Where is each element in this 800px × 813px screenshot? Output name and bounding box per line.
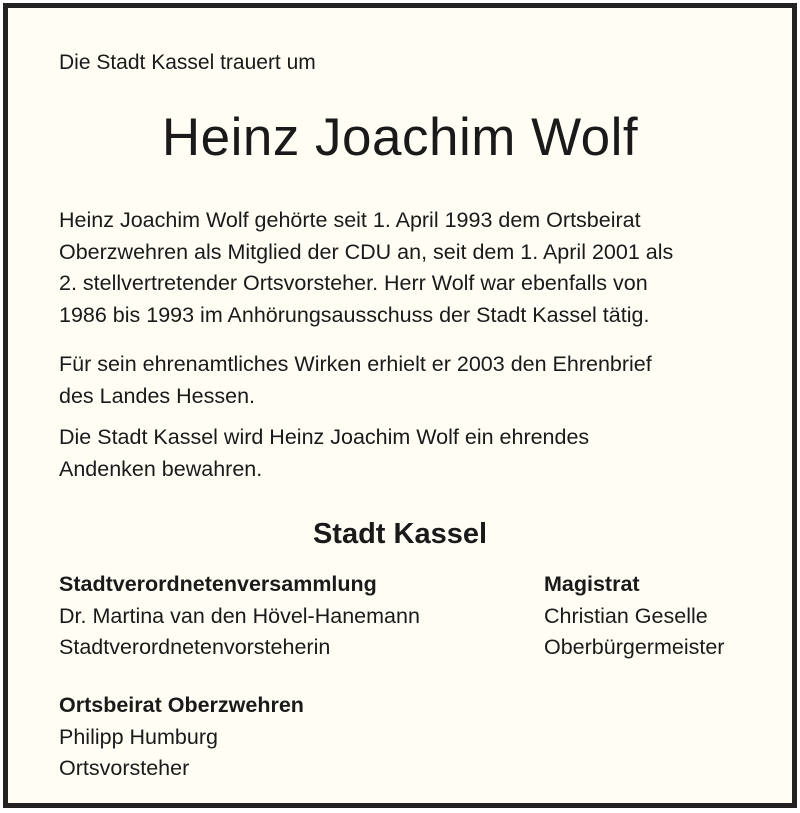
paragraph-line: Für sein ehrenamtliches Wirken erhielt er 2003 den Ehrenbrief	[59, 352, 652, 376]
intro-line: Die Stadt Kassel trauert um	[59, 51, 316, 74]
signature-person: Christian Geselle	[544, 603, 708, 628]
signer-title: Stadt Kassel	[312, 518, 488, 550]
paragraph-honor	[59, 349, 769, 412]
deceased-name: Heinz Joachim Wolf	[161, 108, 639, 167]
signature-heading: Ortsbeirat Oberzwehren	[59, 693, 304, 717]
paragraph-line: Heinz Joachim Wolf gehörte seit 1. April 1993 dem Ortsbeirat	[59, 208, 641, 232]
paragraph-line: Oberzwehren als Mitglied der CDU an, seit dem 1. April 2001 als	[59, 239, 674, 264]
paragraph-line: 1986 bis 1993 im Anhörungsausschuss der Stadt Kassel tätig.	[59, 302, 650, 327]
signature-role: Oberbürgermeister	[544, 635, 725, 659]
paragraph-membership	[59, 205, 769, 331]
signature-role: Ortsvorsteher	[59, 756, 190, 780]
paragraph-line: Die Stadt Kassel wird Heinz Joachim Wolf ein ehrendes	[59, 425, 590, 449]
signature-block-local-council	[59, 690, 304, 785]
signature-role: Stadtverordnetenvorsteherin	[59, 635, 331, 659]
signature-block-magistrate	[544, 569, 724, 664]
signature-heading: Stadtverordnetenversammlung	[59, 572, 377, 596]
paragraph-line: des Landes Hessen.	[59, 383, 256, 408]
paragraph-line: Andenken bewahren.	[59, 456, 263, 481]
signature-person: Dr. Martina van den Hövel-Hanemann	[59, 603, 420, 628]
signature-block-city-council	[59, 569, 420, 664]
signature-person: Philipp Humburg	[59, 724, 218, 749]
obituary-notice	[3, 3, 797, 808]
paragraph-remembrance	[59, 422, 769, 485]
signature-heading: Magistrat	[544, 572, 640, 596]
paragraph-line: 2. stellvertretender Ortsvorsteher. Herr Wolf war ebenfalls von	[59, 271, 648, 295]
